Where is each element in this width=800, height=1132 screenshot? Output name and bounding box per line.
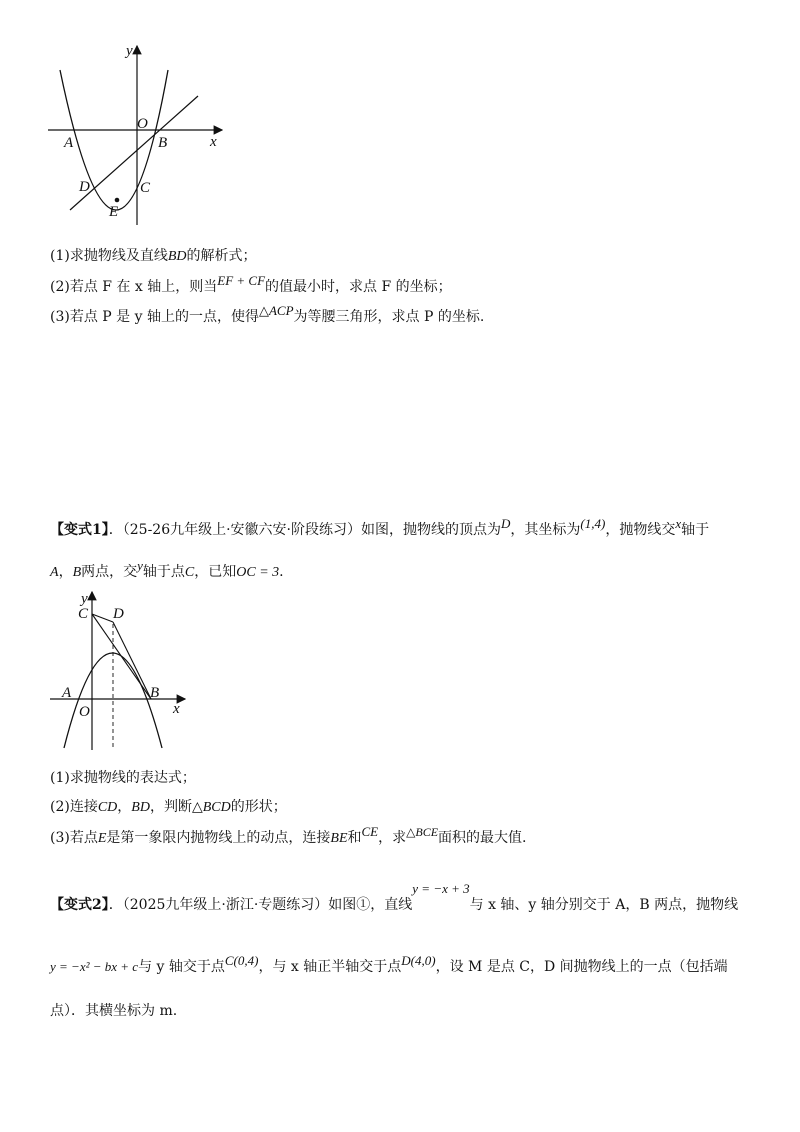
problem1-q3 bbox=[50, 303, 485, 327]
q2-math: EF + CF bbox=[217, 273, 266, 288]
variant1-q2-text: (2)连接 bbox=[50, 799, 98, 815]
segment-db bbox=[113, 622, 151, 699]
label-b: B bbox=[150, 685, 160, 701]
figure-1-parabola bbox=[40, 40, 280, 230]
q3-text: (3)若点 P 是 y 轴上的一点，使得 bbox=[50, 309, 259, 325]
variant2-point-d: D(4,0) bbox=[401, 953, 436, 968]
variant1-q3-text: 和 bbox=[347, 830, 362, 846]
q2-suffix: 的值最小时，求点 F 的坐标； bbox=[265, 279, 452, 295]
variant1-q3-math: E bbox=[97, 831, 107, 846]
variant2-line3 bbox=[50, 1001, 177, 1021]
variant1-q2-math: △BCD bbox=[191, 800, 231, 815]
variant1-q3-text: 面积的最大值. bbox=[438, 830, 527, 846]
variant1-q2 bbox=[50, 797, 287, 818]
variant2-text: 点）．其横坐标为 m. bbox=[50, 1003, 178, 1019]
variant2-text: 与 x 轴、y 轴分别交于 A，B 两点，抛物线 bbox=[469, 897, 739, 913]
variant2-parabola: y = −x² − bx + c bbox=[50, 959, 139, 974]
variant1-q2-text: ，判断 bbox=[149, 799, 192, 815]
label-o: O bbox=[137, 116, 148, 132]
variant1-text: ，抛物线交 bbox=[605, 522, 676, 538]
parabola-curve bbox=[60, 70, 168, 210]
label-c: C bbox=[78, 606, 89, 622]
variant1-text: ，其坐标为 bbox=[510, 522, 581, 538]
label-e: E bbox=[109, 204, 119, 220]
variant1-coord: (1,4) bbox=[580, 516, 606, 531]
variant2-point-c: C(0,4) bbox=[224, 953, 259, 968]
label-y: y bbox=[126, 43, 133, 59]
label-b: B bbox=[158, 135, 168, 151]
problem1-q2 bbox=[50, 273, 452, 297]
q2-text: (2)若点 F 在 x 轴上，则当 bbox=[50, 279, 218, 295]
variant1-q3-math: △BCE bbox=[406, 825, 439, 839]
variant1-q3-text: 是第一象限内抛物线上的动点，连接 bbox=[106, 830, 331, 846]
variant2-line-eq: y = −x + 3 bbox=[412, 881, 470, 896]
variant1-source: ．（25-26九年级上·安徽六安·阶段练习）如图，抛物线的顶点为 bbox=[108, 522, 502, 538]
problem1-q1 bbox=[50, 246, 257, 267]
variant1-vertex: D bbox=[501, 516, 511, 531]
label-a: A bbox=[64, 135, 74, 151]
q1-text: (1)求抛物线及直线 bbox=[50, 248, 168, 264]
variant1-q2-text: ， bbox=[117, 799, 132, 815]
label-d: D bbox=[79, 179, 90, 195]
variant1-q3-text: (3)若点 bbox=[50, 830, 98, 846]
variant1-c: C bbox=[184, 565, 195, 580]
label-c: C bbox=[140, 180, 151, 196]
label-x: x bbox=[210, 134, 217, 150]
variant1-q2-math: CD bbox=[97, 800, 118, 815]
variant1-q1 bbox=[50, 768, 196, 788]
label-x: x bbox=[173, 701, 180, 717]
segment-cb bbox=[92, 614, 151, 699]
variant2-line1 bbox=[50, 881, 739, 915]
variant1-tag: 【变式1】 bbox=[50, 522, 109, 538]
variant2-line2 bbox=[50, 953, 728, 977]
point-e bbox=[115, 198, 120, 203]
variant1-line1 bbox=[50, 516, 710, 540]
variant2-source: ．（2025九年级上·浙江·专题练习）如图①，直线 bbox=[108, 897, 413, 913]
variant1-a: A bbox=[50, 565, 59, 580]
variant1-q3-math: CE bbox=[361, 824, 379, 839]
variant1-text: ，已知 bbox=[194, 564, 237, 580]
variant1-q3 bbox=[50, 824, 527, 849]
variant2-tag: 【变式2】 bbox=[50, 897, 109, 913]
variant1-text: . bbox=[279, 564, 284, 580]
variant1-axis-x: x bbox=[675, 516, 682, 531]
variant1-q1-text: (1)求抛物线的表达式； bbox=[50, 770, 196, 786]
variant1-text: 轴于点 bbox=[142, 564, 185, 580]
variant1-line2 bbox=[50, 558, 284, 583]
variant1-b: B bbox=[72, 565, 82, 580]
label-d: D bbox=[113, 606, 124, 622]
variant1-q3-math: BE bbox=[330, 831, 348, 846]
label-o: O bbox=[79, 704, 90, 720]
variant2-text: ，设 M 是点 C，D 间抛物线上的一点（包括端 bbox=[435, 959, 728, 975]
figure-2-parabola bbox=[50, 588, 210, 758]
variant1-known: OC = 3 bbox=[236, 565, 280, 580]
variant1-q2-math: BD bbox=[131, 800, 150, 815]
variant2-text: 与 y 轴交于点 bbox=[138, 959, 225, 975]
q1-math: BD bbox=[167, 249, 187, 264]
variant1-text: 轴于 bbox=[681, 522, 710, 538]
variant1-text: ， bbox=[58, 564, 73, 580]
label-y: y bbox=[81, 591, 88, 607]
variant1-text: 两点，交 bbox=[81, 564, 138, 580]
variant1-q3-text: ，求 bbox=[378, 830, 407, 846]
variant2-text: ，与 x 轴正半轴交于点 bbox=[258, 959, 402, 975]
variant1-axis-y: y bbox=[137, 558, 143, 573]
variant1-q2-text: 的形状； bbox=[230, 799, 287, 815]
q1-suffix: 的解析式； bbox=[186, 248, 257, 264]
q3-suffix: 为等腰三角形，求点 P 的坐标. bbox=[293, 309, 485, 325]
q3-math: △ACP bbox=[258, 303, 294, 318]
label-a: A bbox=[62, 685, 72, 701]
